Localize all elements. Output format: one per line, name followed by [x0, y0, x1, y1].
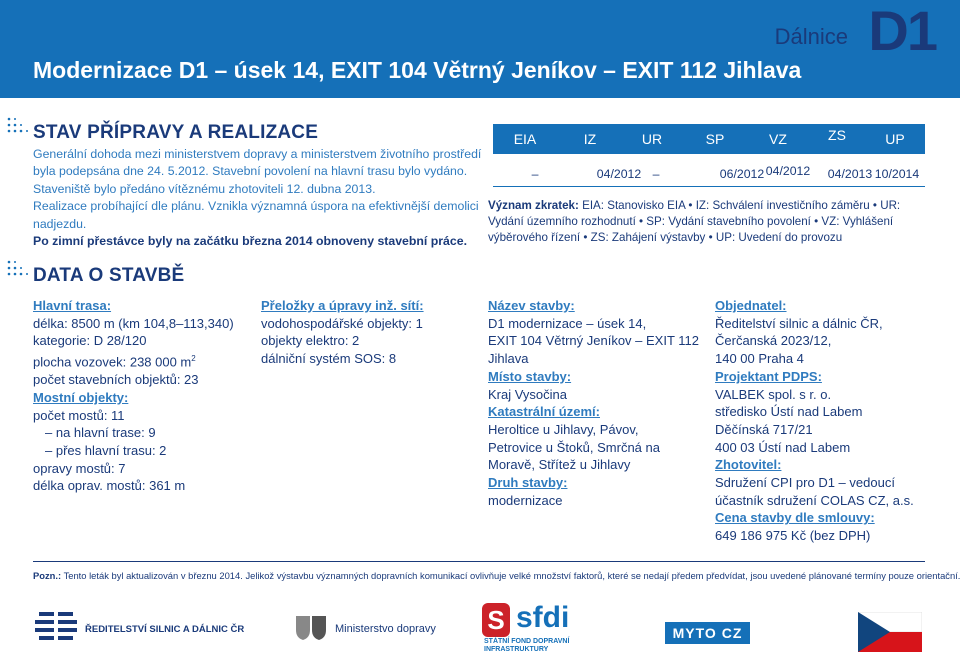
data-line: středisko Ústí nad Labem	[715, 404, 863, 420]
sfdi-logo-word: sfdi	[516, 601, 570, 634]
data-line: Čerčanská 2023/12,	[715, 333, 832, 349]
data-line: D1 modernizace – úsek 14,	[488, 315, 647, 331]
timeline-head-eia: EIA	[513, 131, 537, 147]
data-line: Moravě, Střítež u Jihlavy	[488, 457, 631, 473]
timeline-head-iz: IZ	[583, 131, 597, 147]
data-line: – přes hlavní trasu: 2	[45, 442, 167, 458]
section-label: Katastrální území:	[488, 404, 600, 420]
data-line: 140 00 Praha 4	[715, 351, 804, 367]
data-line: objekty elektro: 2	[261, 333, 360, 349]
section-label: Přeložky a úpravy inž. sítí:	[261, 298, 424, 313]
dots-icon	[6, 259, 28, 281]
timeline-divider	[493, 186, 925, 187]
timeline-value-ur: –	[652, 167, 660, 181]
sfdi-logo-mark: S	[482, 603, 510, 637]
timeline-value-sp: 06/2012	[719, 167, 765, 181]
data-line: Ředitelství silnic a dálnic ČR,	[715, 315, 883, 331]
data-column-utilities	[261, 297, 424, 368]
data-line: Děčínská 717/21	[715, 421, 813, 437]
data-heading: DATA O STAVBĚ	[33, 265, 185, 286]
note-label: Pozn.:	[33, 570, 62, 581]
data-line: dálniční systém SOS: 8	[261, 351, 397, 367]
data-line: počet mostů: 11	[33, 407, 125, 423]
timeline-head-sp: SP	[705, 131, 725, 147]
timeline-value-vz: 04/2012	[765, 164, 811, 178]
section-label: Projektant PDPS:	[715, 368, 822, 384]
status-heading: STAV PŘÍPRAVY A REALIZACE	[33, 122, 319, 143]
timeline-value-eia: –	[531, 167, 539, 181]
data-line: – na hlavní trase: 9	[45, 425, 156, 441]
data-column-project	[488, 297, 699, 509]
data-line: vodohospodářské objekty: 1	[261, 315, 423, 331]
data-line: účastník sdružení COLAS CZ, a.s.	[715, 492, 914, 508]
status-line: Realizace probíhající dle plánu. Vznikla významná úspora na efektivnější demolici nadjezdu.	[33, 199, 479, 231]
section-label: Cena stavby dle smlouvy:	[715, 510, 875, 526]
section-label: Zhotovitel:	[715, 457, 782, 473]
abbreviation-label: Význam zkratek:	[488, 199, 579, 212]
timeline-value-up: 10/2014	[874, 167, 920, 181]
rsd-logo-text: ŘEDITELSTVÍ SILNIC A DÁLNIC ČR	[85, 624, 245, 635]
note-text: Tento leták byl aktualizován v březnu 2014. Jelikož výstavbu významných dopravních komunikací ovlivňuje velké množství faktorů, které se nedají předem předvídat, jsou uvedené plánované termíny pouze orientační.	[63, 570, 960, 581]
data-column-main-route	[33, 297, 234, 495]
timeline-head-ur: UR	[641, 131, 663, 147]
status-bold-line: Po zimní přestávce byly na začátku března 2014 obnoveny stavební práce.	[33, 234, 467, 249]
section-label: Hlavní trasa:	[33, 298, 112, 313]
footer-divider	[33, 561, 925, 562]
timeline-head-up: UP	[885, 131, 905, 147]
section-label: Místo stavby:	[488, 368, 572, 384]
data-line: opravy mostů: 7	[33, 460, 126, 476]
sfdi-sub-line: STÁTNÍ FOND DOPRAVNÍ	[484, 638, 570, 645]
footer-note	[33, 570, 960, 581]
data-line: kategorie: D 28/120	[33, 333, 147, 349]
data-line: délka oprav. mostů: 361 m	[33, 478, 186, 494]
brand-code: D1	[868, 0, 936, 62]
myto-logo: MYTO CZ	[665, 622, 750, 644]
timeline-value-zs: 04/2013	[827, 167, 873, 181]
data-line: Kraj Vysočina	[488, 386, 567, 402]
data-line: Jihlava	[488, 351, 529, 367]
dots-icon	[6, 116, 28, 138]
section-label: Mostní objekty:	[33, 389, 129, 405]
data-line: 649 186 975 Kč (bez DPH)	[715, 528, 871, 544]
timeline-head-zs: ZS	[828, 127, 846, 143]
timeline-header	[493, 124, 925, 154]
sfdi-sub-line: INFRASTRUKTURY	[484, 646, 549, 653]
brand-word: Dálnice	[774, 24, 848, 49]
abbreviation-legend	[488, 198, 930, 246]
ministry-emblem-icon	[294, 612, 330, 642]
data-line: Sdružení CPI pro D1 – vedoucí	[715, 475, 895, 491]
area-text: plocha vozovek: 238 000 m	[33, 354, 192, 370]
czech-flag-icon	[858, 612, 922, 652]
abbreviation-text: EIA: Stanovisko EIA • IZ: Schválení investičního záměru • UR: Vydání územního rozhodnutí • SP: Vydání stavebního povolení • VZ: Vyhlášení výběrového řízení • ZS: Zahájení výstavby • UP: Uvedení do provozu	[488, 199, 901, 244]
data-line: VALBEK spol. s r. o.	[715, 386, 832, 402]
status-text	[33, 146, 483, 250]
timeline-head-vz: VZ	[769, 131, 787, 147]
data-line: EXIT 104 Větrný Jeníkov – EXIT 112	[488, 333, 700, 349]
page-title: Modernizace D1 – úsek 14, EXIT 104 Větrný Jeníkov – EXIT 112 Jihlava	[33, 57, 802, 83]
data-line: délka: 8500 m (km 104,8–113,340)	[33, 315, 234, 331]
data-line-area	[33, 350, 234, 371]
sfdi-logo-subtitle	[484, 638, 569, 654]
data-line: modernizace	[488, 492, 563, 508]
section-label: Objednatel:	[715, 298, 787, 313]
status-line: Generální dohoda mezi ministerstvem dopravy a ministerstvem životního prostředí byla podepsána dne 24. 5.2012. Stavební povolení na hlavní trasu bylo vydáno.	[33, 147, 482, 179]
data-line: 400 03 Ústí nad Labem	[715, 439, 851, 455]
status-line: Staveniště bylo předáno vítěznému zhotoviteli 12. dubna 2013.	[33, 181, 376, 196]
area-unit-sup: 2	[191, 354, 196, 364]
data-line: Petrovice u Štoků, Smrčná na	[488, 439, 660, 455]
timeline-value-iz: 04/2012	[596, 167, 642, 181]
rsd-logo-icon	[33, 610, 79, 646]
data-line: Heroltice u Jihlavy, Pávov,	[488, 421, 639, 437]
data-column-parties	[715, 297, 914, 545]
section-label: Druh stavby:	[488, 475, 568, 491]
section-label: Název stavby:	[488, 298, 575, 313]
ministry-logo-text: Ministerstvo dopravy	[335, 623, 436, 635]
data-line: počet stavebních objektů: 23	[33, 372, 199, 388]
